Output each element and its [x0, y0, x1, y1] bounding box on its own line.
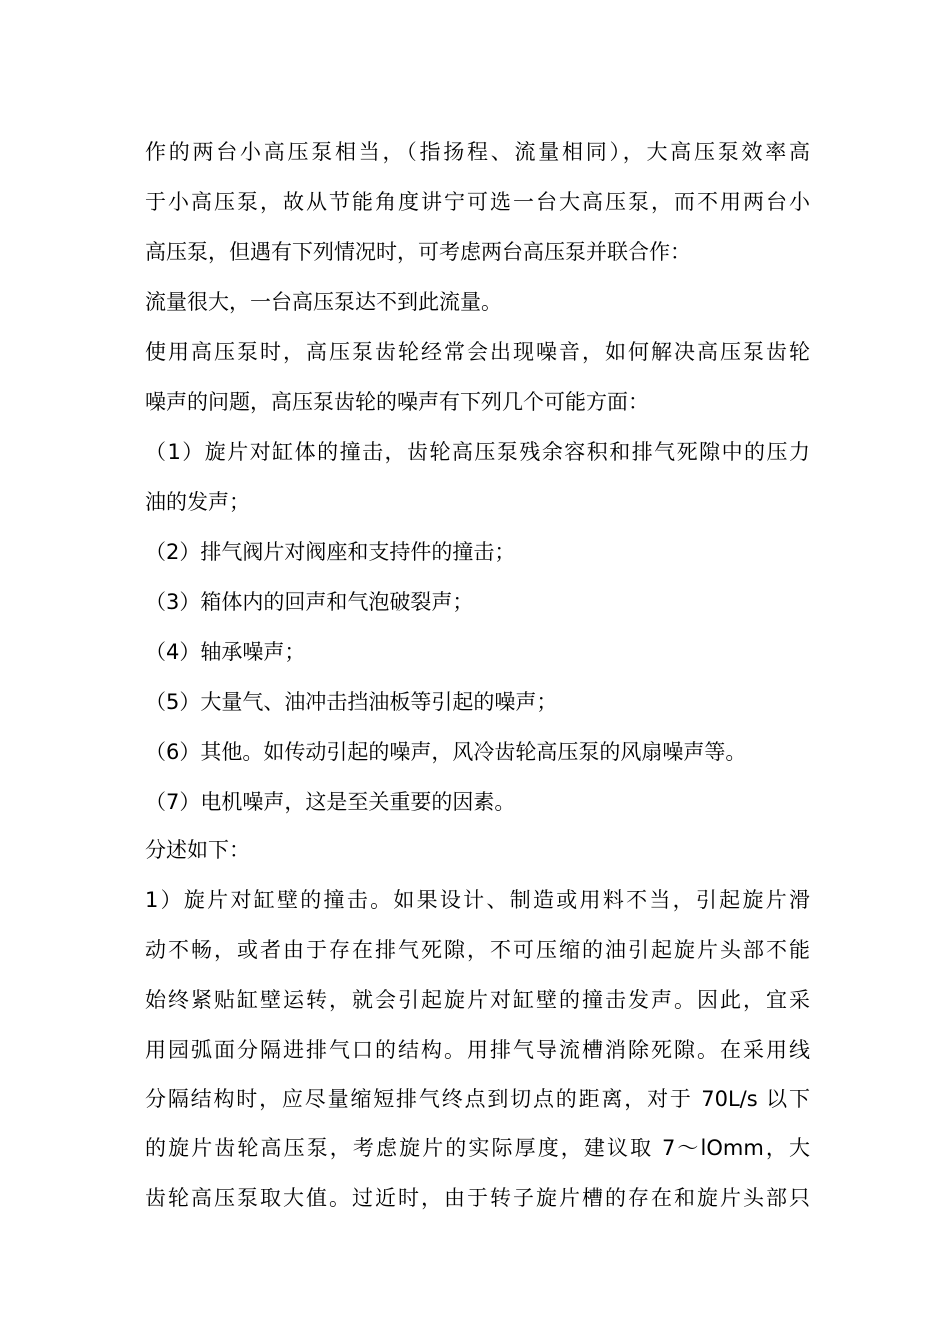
list-item: （3）箱体内的回声和气泡破裂声；	[145, 590, 474, 614]
paragraph-line: 于小高压泵，故从节能角度讲宁可选一台大高压泵，而不用两台小	[145, 190, 810, 214]
list-item: （7）电机噪声，这是至关重要的因素。	[145, 790, 516, 814]
paragraph-line: 始终紧贴缸壁运转，就会引起旋片对缸壁的撞击发声。因此，宜采	[145, 988, 810, 1012]
paragraph-line: 用园弧面分隔进排气口的结构。用排气导流槽消除死隙。在采用线	[145, 1038, 810, 1062]
list-item: （4）轴承噪声；	[145, 640, 306, 664]
list-item: （5）大量气、油冲击挡油板等引起的噪声；	[145, 690, 558, 714]
paragraph-line: 齿轮高压泵取大值。过近时，由于转子旋片槽的存在和旋片头部只	[145, 1186, 810, 1210]
paragraph-line: 高压泵，但遇有下列情况时，可考虑两台高压泵并联合作：	[145, 240, 691, 264]
list-item-line: 油的发声；	[145, 490, 250, 514]
list-item: （6）其他。如传动引起的噪声，风冷齿轮高压泵的风扇噪声等。	[145, 740, 747, 764]
paragraph-line: 噪声的问题，高压泵齿轮的噪声有下列几个可能方面：	[145, 390, 649, 414]
paragraph-line: 分隔结构时，应尽量缩短排气终点到切点的距离，对于 70L/s 以下	[145, 1087, 810, 1111]
paragraph-line: 动不畅，或者由于存在排气死隙，不可压缩的油引起旋片头部不能	[145, 938, 810, 962]
list-item-line: （1）旋片对缸体的撞击，齿轮高压泵残余容积和排气死隙中的压力	[145, 440, 810, 464]
list-item: （2）排气阀片对阀座和支持件的撞击；	[145, 540, 516, 564]
paragraph-line: 的旋片齿轮高压泵，考虑旋片的实际厚度，建议取 7～lOmm，大	[145, 1136, 810, 1160]
paragraph-line: 作的两台小高压泵相当，（指扬程、流量相同），大高压泵效率高	[145, 140, 810, 164]
section-heading: 分述如下：	[145, 838, 250, 862]
paragraph-line: 使用高压泵时，高压泵齿轮经常会出现噪音，如何解决高压泵齿轮	[145, 340, 810, 364]
paragraph-line: 1）旋片对缸壁的撞击。如果设计、制造或用料不当，引起旋片滑	[145, 888, 810, 912]
paragraph-line: 流量很大，一台高压泵达不到此流量。	[145, 290, 502, 314]
